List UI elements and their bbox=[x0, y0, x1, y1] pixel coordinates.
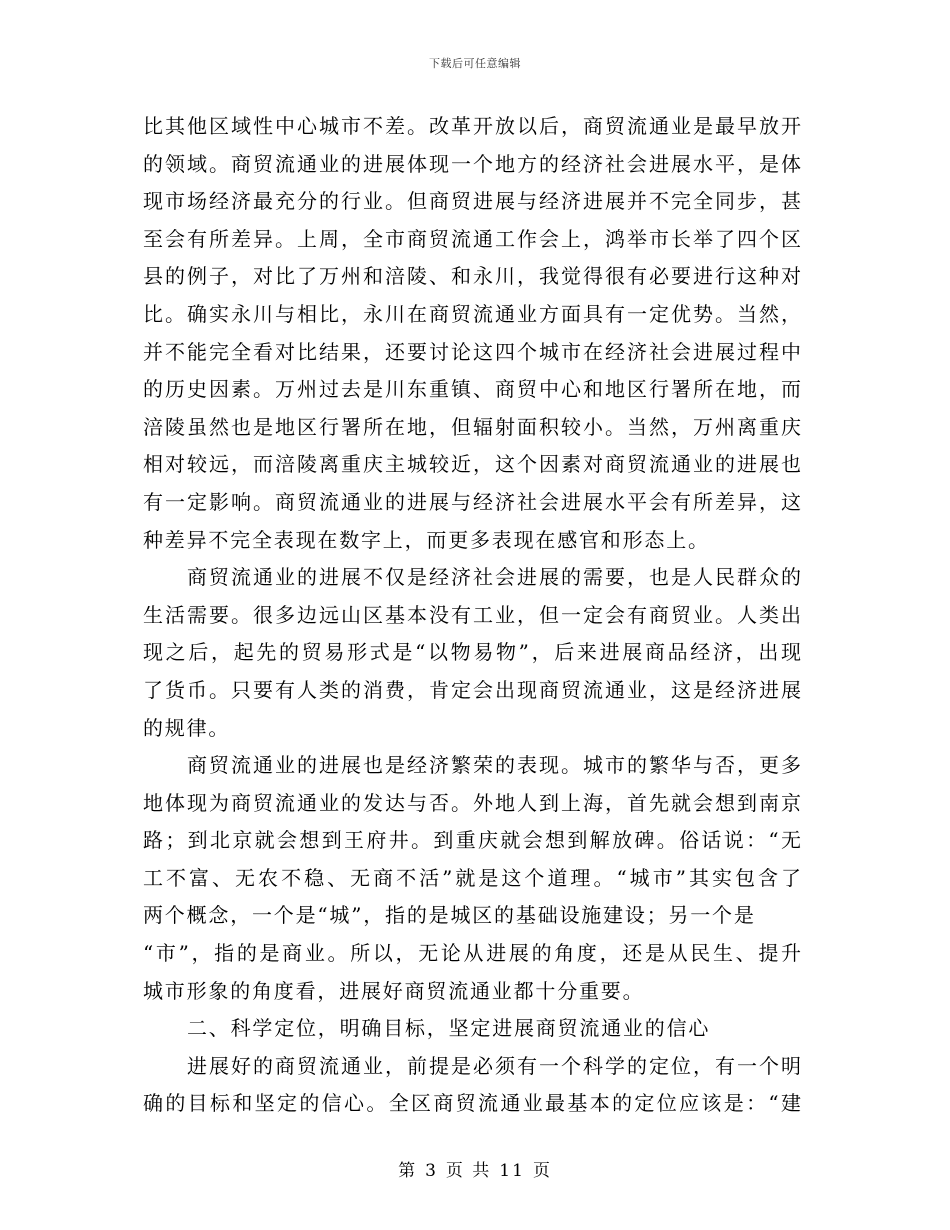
text-line: 至会有所差异。上周，全市商贸流通工作会上，鸿举市长举了四个区 bbox=[143, 226, 801, 251]
section-heading: 二、科学定位，明确目标，坚定进展商贸流通业的信心 bbox=[187, 1016, 711, 1041]
paragraph-first-line: 进展好的商贸流通业，前提是必须有一个科学的定位，有一个明 bbox=[187, 1053, 801, 1078]
text-line: 了货币。只要有人类的消费，肯定会出现商贸流通业，这是经济进展 bbox=[143, 677, 801, 702]
text-line: 两个概念，一个是“城”，指的是城区的基础设施建设；另一个是 bbox=[143, 903, 756, 928]
text-line: 的历史因素。万州过去是川东重镇、商贸中心和地区行署所在地，而 bbox=[143, 377, 801, 402]
text-line: 比。确实永川与相比，永川在商贸流通业方面具有一定优势。当然， bbox=[143, 301, 801, 326]
text-line: “市”，指的是商业。所以，无论从进展的角度，还是从民生、提升 bbox=[143, 941, 801, 966]
text-line: 并不能完全看对比结果，还要讨论这四个城市在经济社会进展过程中 bbox=[143, 339, 801, 364]
page-footer bbox=[0, 1156, 950, 1181]
paragraph-first-line: 商贸流通业的进展也是经济繁荣的表现。城市的繁华与否，更多 bbox=[187, 753, 801, 778]
text-line: 相对较远，而涪陵离重庆主城较近，这个因素对商贸流通业的进展也 bbox=[143, 452, 801, 477]
text-line: 地体现为商贸流通业的发达与否。外地人到上海，首先就会想到南京 bbox=[143, 790, 801, 815]
text-line: 涪陵虽然也是地区行署所在地，但辐射面积较小。当然，万州离重庆 bbox=[143, 414, 801, 439]
body-text bbox=[143, 108, 801, 1123]
text-line: 工不富、无农不稳、无商不活”就是这个道理。“城市”其实包含了 bbox=[143, 865, 801, 890]
text-line: 有一定影响。商贸流通业的进展与经济社会进展水平会有所差异，这 bbox=[143, 489, 801, 514]
text-line: 县的例子，对比了万州和涪陵、和永川，我觉得很有必要进行这种对 bbox=[143, 264, 801, 289]
text-line: 比其他区域性中心城市不差。改革开放以后，商贸流通业是最早放开 bbox=[143, 114, 801, 138]
total-pages: 11 bbox=[499, 1161, 525, 1181]
footer-suffix: 页 bbox=[532, 1161, 552, 1181]
text-line: 种差异不完全表现在数字上，而更多表现在感官和形态上。 bbox=[143, 527, 710, 552]
page-header: 下载后可任意编辑 bbox=[429, 57, 521, 70]
footer-prefix: 第 bbox=[398, 1161, 418, 1181]
text-line: 现市场经济最充分的行业。但商贸进展与经济进展并不完全同步，甚 bbox=[143, 189, 801, 214]
page-number: 3 bbox=[425, 1161, 438, 1181]
text-line: 的规律。 bbox=[143, 715, 231, 740]
paragraph-first-line: 商贸流通业的进展不仅是经济社会进展的需要，也是人民群众的 bbox=[187, 565, 801, 590]
text-line: 城市形象的角度看，进展好商贸流通业都十分重要。 bbox=[143, 978, 645, 1003]
footer-middle: 页 共 bbox=[445, 1161, 492, 1181]
text-line: 的领域。商贸流通业的进展体现一个地方的经济社会进展水平，是体 bbox=[143, 151, 801, 176]
text-line: 生活需要。很多边远山区基本没有工业，但一定会有商贸业。人类出 bbox=[143, 602, 801, 627]
text-line: 现之后，起先的贸易形式是“以物易物”，后来进展商品经济，出现 bbox=[143, 640, 801, 665]
text-line: 确的目标和坚定的信心。全区商贸流通业最基本的定位应该是：“建 bbox=[143, 1091, 801, 1116]
text-line: 路；到北京就会想到王府井。到重庆就会想到解放碑。俗话说：“无 bbox=[143, 828, 801, 853]
